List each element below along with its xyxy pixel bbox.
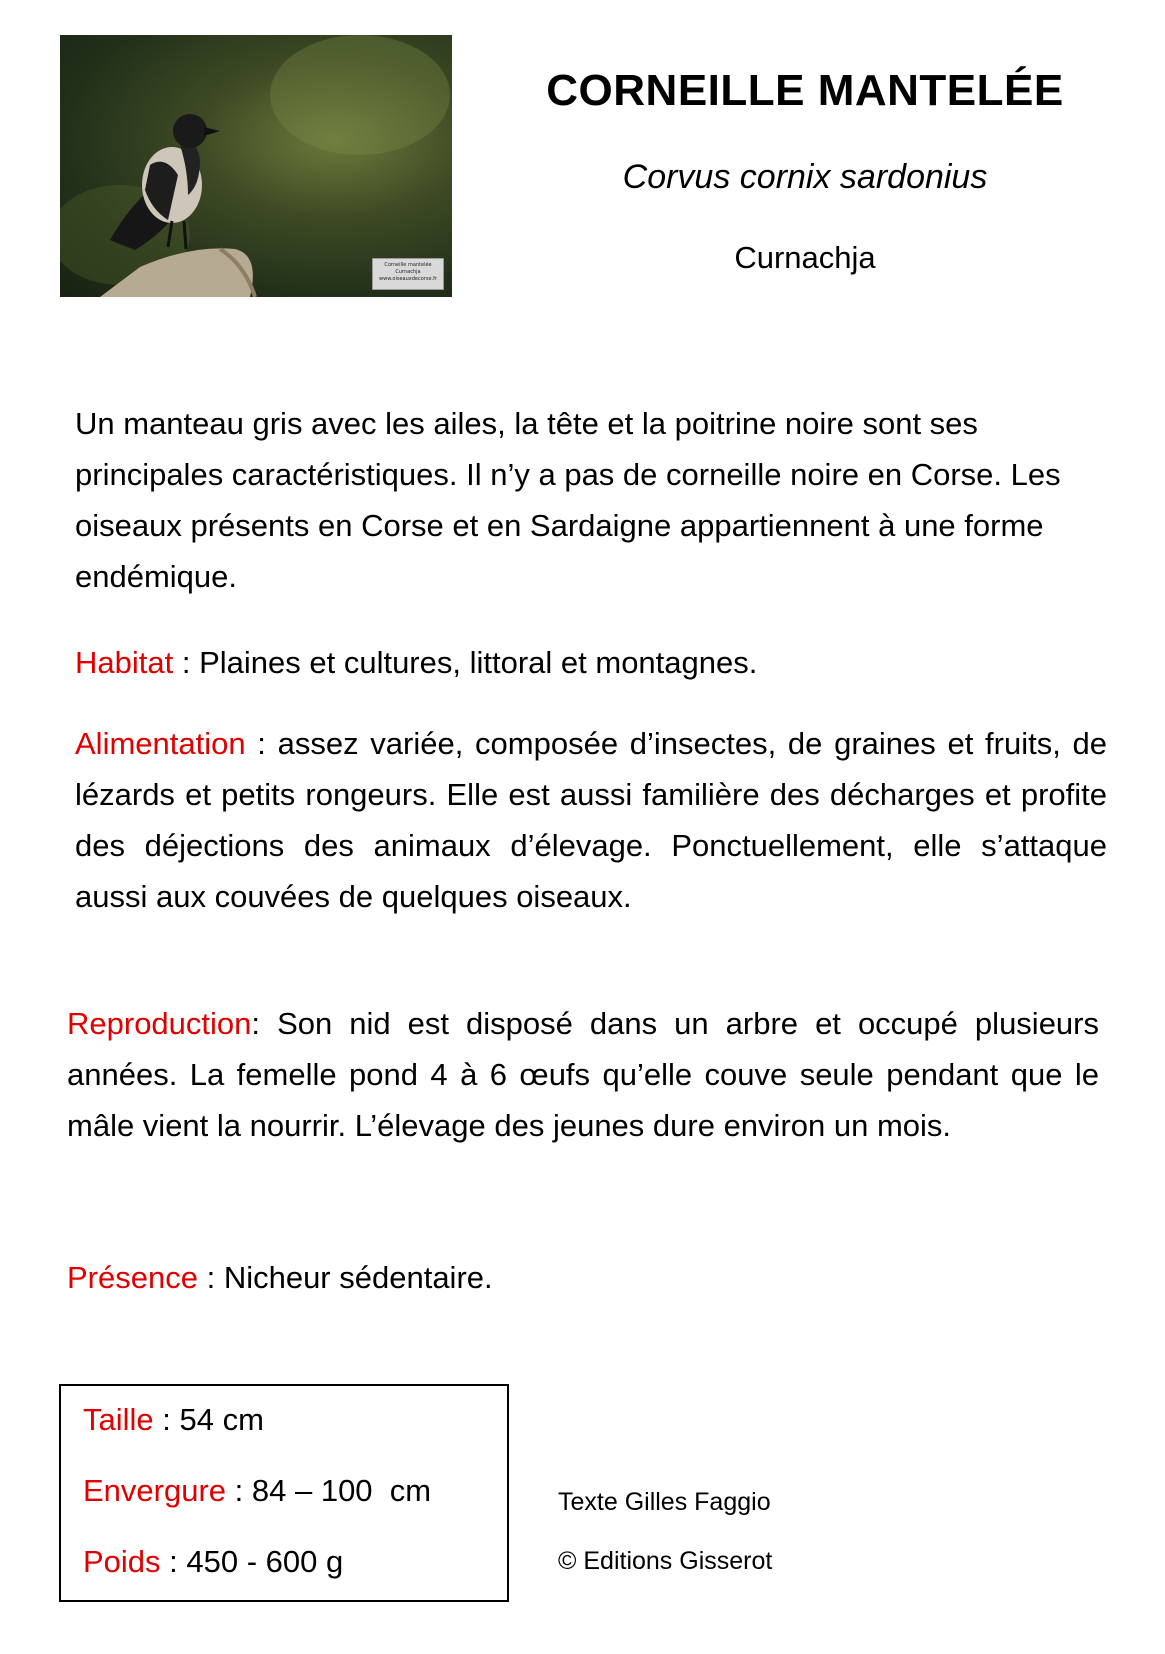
bird-photo xyxy=(60,35,452,297)
reproduction-text: Son nid est disposé dans un arbre et occupé plusieurs années. La femelle pond 4 à 6 œufs qu’elle couve seule pendant que le mâle vient la nourrir. L’élevage des jeunes dure environ un mois. xyxy=(67,1006,1099,1143)
habitat-text: Plaines et cultures, littoral et montagnes. xyxy=(199,645,758,680)
corsican-name: Curnachja xyxy=(734,240,876,275)
publisher-credit: © Editions Gisserot xyxy=(558,1547,773,1575)
photo-caption: Corneille mantelée Curnachja www.oiseauxdecorse.fr xyxy=(372,258,444,290)
presence-text: Nicheur sédentaire. xyxy=(223,1260,493,1295)
size-label: Taille xyxy=(83,1402,154,1437)
weight-value: 450 - 600 g xyxy=(186,1544,344,1579)
wingspan-label: Envergure xyxy=(83,1473,227,1508)
size-value: 54 cm xyxy=(179,1402,264,1437)
author-credit: Texte Gilles Faggio xyxy=(558,1488,771,1516)
presence-section: Présence : Nicheur sédentaire. xyxy=(67,1260,493,1295)
size-row: Taille : 54 cm xyxy=(83,1402,264,1437)
habitat-section: Habitat : Plaines et cultures, littoral et montagnes. xyxy=(75,645,758,680)
habitat-label: Habitat xyxy=(75,645,174,680)
weight-label: Poids xyxy=(83,1544,161,1579)
latin-name: Corvus cornix sardonius xyxy=(622,158,988,196)
measurements-box xyxy=(59,1384,509,1602)
crow-head xyxy=(173,114,207,148)
alimentation-text: assez variée, composée d’insectes, de graines et fruits, de lézards et petits rongeurs. Elle est aussi familière des décharges et profite des déjections des animaux d’élevage. Ponctuellement, elle s’attaque aussi aux couvées de quelques oiseaux. xyxy=(75,726,1107,914)
intro-paragraph: Un manteau gris avec les ailes, la tête et la poitrine noire sont ses principales caractéristiques. Il n’y a pas de corneille noire en Corse. Les oiseaux présents en Corse et en Sardaigne appartiennent à une forme endémique. xyxy=(75,406,1061,594)
species-title: CORNEILLE MANTELÉE xyxy=(546,66,1064,115)
wingspan-row: Envergure : 84 – 100 cm xyxy=(83,1473,432,1508)
alimentation-label: Alimentation xyxy=(75,726,246,761)
reproduction-label: Reproduction xyxy=(67,1006,252,1041)
presence-label: Présence xyxy=(67,1260,198,1295)
weight-row: Poids : 450 - 600 g xyxy=(83,1544,344,1579)
reproduction-section: Reproduction: Son nid est disposé dans un arbre et occupé plusieurs années. La femelle pond 4 à 6 œufs qu’elle couve seule pendant que le mâle vient la nourrir. L’élevage des jeunes dure environ un mois. xyxy=(67,1006,1099,1143)
crow-beak xyxy=(204,127,220,136)
alimentation-section: Alimentation : assez variée, composée d’insectes, de graines et fruits, de lézards et petits rongeurs. Elle est aussi familière des décharges et profite des déjections des animaux d’élevage. Ponctuellement, elle s’attaque aussi aux couvées de quelques oiseaux. xyxy=(75,726,1107,914)
wingspan-value: 84 – 100 cm xyxy=(251,1473,432,1508)
